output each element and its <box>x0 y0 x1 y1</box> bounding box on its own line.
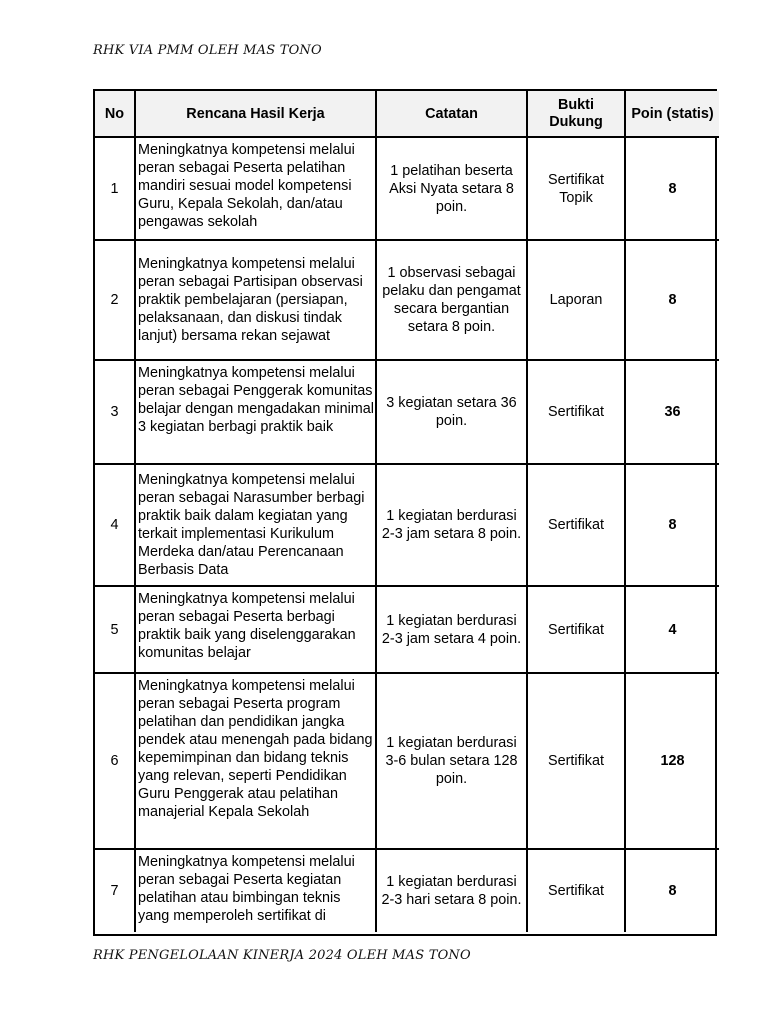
header-rencana-hasil-kerja: Rencana Hasil Kerja <box>136 91 377 138</box>
rhk-table <box>93 89 717 936</box>
row-2-poin: 8 <box>626 241 719 361</box>
row-5-catatan: 1 kegiatan berdurasi 2-3 jam setara 4 poin. <box>377 587 528 674</box>
row-4-no: 4 <box>95 465 136 587</box>
header-poin: Poin (statis) <box>626 91 719 138</box>
row-7-bukti: Sertifikat <box>528 850 626 932</box>
row-6-rencana: Meningkatnya kompetensi melalui peran sebagai Peserta program pelatihan dan pendidikan jangka pendek atau menengah pada bidang kepemimpinan dan bidang teknis yang relevan, seperti Pendidikan Guru Penggerak atau pelatihan manajerial Kepala Sekolah <box>136 674 377 850</box>
row-6-bukti: Sertifikat <box>528 674 626 850</box>
row-7-no: 7 <box>95 850 136 932</box>
row-1-bukti: Sertifikat Topik <box>528 138 626 241</box>
row-5-poin: 4 <box>626 587 719 674</box>
page-footer: RHK PENGELOLAAN KINERJA 2024 OLEH MAS TONO <box>93 948 471 963</box>
row-1-rencana: Meningkatnya kompetensi melalui peran sebagai Peserta pelatihan mandiri sesuai model kompetensi Guru, Kepala Sekolah, dan/atau pengawas sekolah <box>136 138 377 241</box>
row-1-catatan: 1 pelatihan beserta Aksi Nyata setara 8 poin. <box>377 138 528 241</box>
row-1-poin: 8 <box>626 138 719 241</box>
row-7-catatan: 1 kegiatan berdurasi 2-3 hari setara 8 poin. <box>377 850 528 932</box>
row-3-catatan: 3 kegiatan setara 36 poin. <box>377 361 528 465</box>
row-7-rencana: Meningkatnya kompetensi melalui peran sebagai Peserta kegiatan pelatihan atau bimbingan teknis yang memperoleh sertifikat di <box>136 850 377 932</box>
row-4-bukti: Sertifikat <box>528 465 626 587</box>
header-no: No <box>95 91 136 138</box>
row-5-bukti: Sertifikat <box>528 587 626 674</box>
row-4-catatan: 1 kegiatan berdurasi 2-3 jam setara 8 poin. <box>377 465 528 587</box>
row-5-rencana: Meningkatnya kompetensi melalui peran sebagai Peserta berbagi praktik baik yang diselenggarakan komunitas belajar <box>136 587 377 674</box>
row-1-no: 1 <box>95 138 136 241</box>
row-7-poin: 8 <box>668 883 677 899</box>
row-5-no: 5 <box>95 587 136 674</box>
row-6-no: 6 <box>95 674 136 850</box>
row-2-catatan: 1 observasi sebagai pelaku dan pengamat secara bergantian setara 8 poin. <box>377 241 528 361</box>
row-3-rencana: Meningkatnya kompetensi melalui peran sebagai Penggerak komunitas belajar dengan mengadakan minimal 3 kegiatan berbagi praktik baik <box>136 361 377 465</box>
row-3-bukti: Sertifikat <box>528 361 626 465</box>
row-4-poin: 8 <box>626 465 719 587</box>
page-header: RHK VIA PMM OLEH MAS TONO <box>93 43 322 58</box>
row-4-rencana: Meningkatnya kompetensi melalui peran sebagai Narasumber berbagi praktik baik dalam kegiatan yang terkait implementasi Kurikulum Merdeka dan/atau Perencanaan Berbasis Data <box>136 465 377 587</box>
row-2-bukti: Laporan <box>528 241 626 361</box>
row-2-no: 2 <box>95 241 136 361</box>
row-3-poin: 36 <box>626 361 719 465</box>
header-bukti-dukung: Bukti Dukung <box>528 91 626 138</box>
row-3-no: 3 <box>95 361 136 465</box>
row-6-catatan: 1 kegiatan berdurasi 3-6 bulan setara 128 poin. <box>377 674 528 850</box>
row-6-poin: 128 <box>626 674 719 850</box>
row-2-rencana: Meningkatnya kompetensi melalui peran sebagai Partisipan observasi praktik pembelajaran (persiapan, pelaksanaan, dan diskusi tindak lanjut) bersama rekan sejawat <box>136 241 377 361</box>
header-catatan: Catatan <box>377 91 528 138</box>
